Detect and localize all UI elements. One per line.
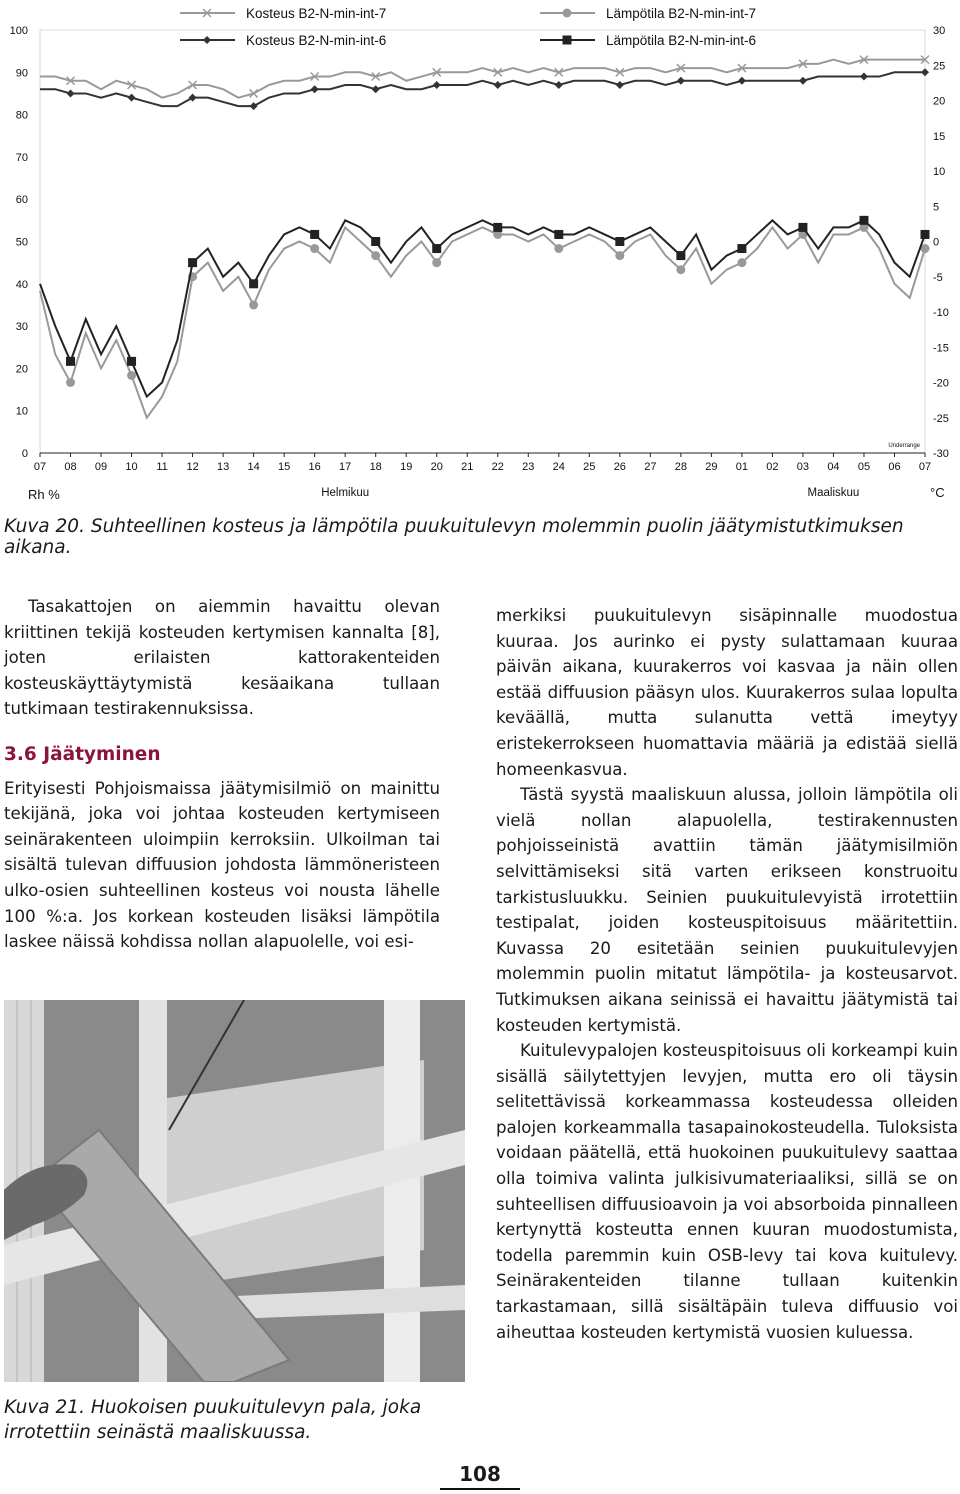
x-tick-label: 18 bbox=[369, 461, 382, 473]
diamond-marker bbox=[372, 85, 380, 93]
x-tick-label: 16 bbox=[308, 461, 321, 473]
circle-marker bbox=[432, 258, 441, 267]
y-right-tick-label: -5 bbox=[933, 271, 943, 284]
y-left-tick-label: 90 bbox=[15, 67, 28, 80]
y-right-unit: °C bbox=[930, 485, 945, 500]
x-tick-label: 26 bbox=[613, 461, 626, 473]
circle-marker bbox=[371, 251, 380, 260]
x-tick-label: 23 bbox=[522, 461, 535, 473]
circle-marker bbox=[737, 258, 746, 267]
x-tick-label: 07 bbox=[918, 461, 932, 473]
y-right-tick-label: -20 bbox=[933, 377, 949, 390]
x-tick-label: 07 bbox=[33, 461, 47, 473]
y-right-tick-label: 0 bbox=[933, 236, 940, 249]
square-marker bbox=[737, 244, 746, 253]
circle-marker bbox=[127, 371, 136, 380]
diamond-marker bbox=[128, 94, 136, 102]
diamond-marker bbox=[738, 77, 746, 85]
diamond-marker bbox=[616, 81, 624, 89]
section-heading bbox=[4, 742, 440, 768]
continuation-paragraph: merkiksi puukuitulevyn sisäpinnalle muodostua kuuraa. Jos aurinko ei pysty sulattamaan kuuraa päivän aikana, kuurakerros voi kasvaa ja näin ollen estää diffuusion pääsyn ulos. Kuurakerros sulaa lopulta keväällä, mutta sulanutta vettä imeytyy eristekerrokseen huomattavia määriä ja edistää siellä homeenkasvua. bbox=[496, 606, 958, 779]
x-tick-label: 03 bbox=[796, 461, 810, 473]
square-marker bbox=[188, 258, 197, 267]
circle-marker bbox=[66, 378, 75, 387]
page-number-rule bbox=[440, 1488, 520, 1490]
vertical-batten-2 bbox=[384, 1000, 420, 1382]
series-line bbox=[40, 227, 925, 417]
square-marker bbox=[921, 230, 930, 239]
x-tick-label: 19 bbox=[400, 461, 413, 473]
circle-marker bbox=[249, 300, 258, 309]
diamond-marker bbox=[67, 89, 75, 97]
series-line bbox=[40, 72, 925, 106]
results-paragraph: Tästä syystä maaliskuun alussa, jolloin lämpötila oli vielä nollan alapuolella, testirakennusten pohjoisseinistä avattiin tämän jäätymisilmiön selvittämiseksi sitä varten erikseen konstruoitu tarkistusluukku. Seinien puukuitulevyistä irrotettiin testipalat, joiden kosteuspitoisuus määritettiin. Kuvassa 20 esitetään seinien puukuitulevyjen molemmin puolin mitatut lämpötila- ja kosteusarvot. Tutkimuksen aikana seinissä ei havaittu jäätymistä tai kosteuden kertymistä. bbox=[496, 785, 958, 1035]
right-text-column bbox=[496, 603, 958, 1345]
series-group bbox=[40, 68, 929, 110]
square-marker bbox=[554, 230, 563, 239]
diamond-marker bbox=[311, 85, 319, 93]
square-marker bbox=[66, 357, 75, 366]
legend-label: Kosteus B2-N-min-int-6 bbox=[246, 33, 387, 48]
y-right-tick-label: -30 bbox=[933, 448, 949, 460]
chart-plot-frame bbox=[40, 30, 925, 453]
plot-frame bbox=[40, 30, 925, 453]
y-right-tick-label: 5 bbox=[933, 201, 940, 214]
square-marker bbox=[249, 279, 258, 288]
circle-marker bbox=[310, 244, 319, 253]
underrange-note: Underrange bbox=[888, 443, 920, 449]
circle-marker bbox=[615, 251, 624, 260]
x-tick-label: 12 bbox=[186, 461, 199, 473]
wood-fibre-board-photo bbox=[4, 1000, 465, 1382]
square-marker bbox=[493, 223, 502, 232]
y-left-tick-label: 30 bbox=[15, 321, 28, 334]
page-number: 108 bbox=[459, 1462, 501, 1486]
legend-item bbox=[180, 33, 386, 48]
chart-legend bbox=[180, 6, 756, 48]
series-group bbox=[40, 223, 930, 418]
month-label: Maaliskuu bbox=[807, 487, 860, 499]
diamond-marker bbox=[494, 81, 502, 89]
figure-caption-21: Kuva 21. Huokoisen puukuitulevyn pala, joka irrotettiin seinästä maaliskuussa. bbox=[4, 1397, 422, 1443]
y-left-tick-label: 0 bbox=[21, 448, 28, 460]
y-left-tick-label: 70 bbox=[15, 151, 28, 164]
diamond-marker bbox=[860, 73, 868, 81]
diamond-marker bbox=[555, 81, 563, 89]
section-paragraph: Erityisesti Pohjoismaissa jäätymisilmiö on mainittu tekijänä, joka voi johtaa kosteuden kertymiseen seinärakenteen uloimpiin kerroksiin. Ulkoilman tai sisältä tulevan diffuusion johdosta lämmöneristeen ulko-osien suhteellinen kosteus voi nousta lähelle 100 %:a. Jos korkean kosteuden lisäksi lämpötila laskee näissä kohdissa nollan alapuolelle, voi esi- bbox=[4, 778, 440, 952]
section-title: Jäätyminen bbox=[43, 743, 161, 765]
diamond-marker bbox=[250, 102, 258, 110]
x-tick-label: 05 bbox=[857, 461, 871, 473]
legend-label: Kosteus B2-N-min-int-7 bbox=[246, 6, 387, 21]
x-tick-label: 10 bbox=[125, 461, 138, 473]
month-label: Helmikuu bbox=[321, 487, 370, 499]
x-tick-label: 15 bbox=[278, 461, 291, 473]
circle-marker bbox=[563, 9, 572, 18]
figure-caption-20: Kuva 20. Suhteellinen kosteus ja lämpötila puukuitulevyn molemmin puolin jäätymistutkimuksen aikana. bbox=[4, 516, 904, 558]
humidity-temperature-chart bbox=[0, 0, 960, 505]
x-tick-label: 20 bbox=[430, 461, 443, 473]
y-right-tick-label: 20 bbox=[933, 95, 946, 108]
legend-item bbox=[540, 33, 756, 48]
chart-series-layer bbox=[40, 56, 930, 418]
x-tick-label: 29 bbox=[705, 461, 718, 473]
x-tick-label: 17 bbox=[339, 461, 352, 473]
y-left-tick-label: 80 bbox=[15, 109, 28, 122]
diamond-marker bbox=[203, 36, 211, 44]
y-right-tick-label: 10 bbox=[933, 166, 946, 178]
y-right-tick-label: -10 bbox=[933, 307, 949, 319]
diamond-marker bbox=[677, 77, 685, 85]
x-tick-label: 11 bbox=[156, 461, 168, 473]
intro-paragraph: Tasakattojen on aiemmin havaittu olevan kriittinen tekijä kosteuden kertymisen kannalta [8], joten erilaisten kattorakenteiden kosteuskäyttäytymistä kesäaikana tullaan tutkimaan testirakennuksissa. bbox=[4, 597, 440, 719]
legend-item bbox=[180, 6, 386, 21]
square-marker bbox=[676, 251, 685, 260]
x-tick-label: 14 bbox=[247, 461, 260, 473]
y-left-tick-label: 40 bbox=[15, 278, 28, 291]
y-left-tick-label: 10 bbox=[15, 405, 28, 418]
y-right-tick-label: -25 bbox=[933, 412, 949, 425]
x-tick-label: 25 bbox=[583, 461, 596, 473]
x-tick-label: 13 bbox=[216, 461, 230, 473]
conclusion-paragraph: Kuitulevypalojen kosteuspitoisuus oli korkeampi kuin sisällä säilytettyjen levyjen, mutta ero oli täysin selitettävissä korkeammassa kosteudessa olleiden palojen korkeammalla tasapainokosteudella. Tuloksista voidaan päätellä, että huokoinen puukuitulevy saattaa olla toimiva valinta julkisivumateriaaliksi, sillä se on suhteellisen diffuusioavoin ja voi absorboida pinnalleen kertynyttä kosteutta ennen kuuran muodostumista, todella paremmin kuin OSB-levy tai kova kuitulevy. Seinärakenteiden tilanne tullaan kuitenkin tarkastamaan, sillä sisältäpäin tuleva diffuusio voi aiheuttaa kosteuden kertymistä vuosien kuluessa. bbox=[496, 1041, 958, 1342]
x-tick-label: 21 bbox=[461, 461, 474, 473]
diamond-marker bbox=[921, 68, 929, 76]
square-marker bbox=[127, 357, 136, 366]
x-tick-label: 27 bbox=[644, 461, 657, 473]
square-marker bbox=[432, 244, 441, 253]
circle-marker bbox=[554, 244, 563, 253]
square-marker bbox=[859, 216, 868, 225]
y-left-unit: Rh % bbox=[28, 487, 60, 502]
x-tick-label: 22 bbox=[491, 461, 504, 473]
y-right-tick-label: -15 bbox=[933, 342, 949, 355]
legend-label: Lämpötila B2-N-min-int-7 bbox=[606, 6, 757, 21]
square-marker bbox=[310, 230, 319, 239]
y-left-tick-label: 60 bbox=[15, 194, 28, 207]
circle-marker bbox=[676, 265, 685, 274]
series-group bbox=[40, 56, 929, 98]
legend-item bbox=[540, 6, 756, 21]
x-tick-label: 28 bbox=[674, 461, 687, 473]
y-left-tick-label: 50 bbox=[15, 236, 28, 249]
square-marker bbox=[615, 237, 624, 246]
x-tick-label: 06 bbox=[888, 461, 901, 473]
square-marker bbox=[563, 36, 572, 45]
legend-label: Lämpötila B2-N-min-int-6 bbox=[606, 33, 757, 48]
square-marker bbox=[798, 223, 807, 232]
y-right-tick-label: 15 bbox=[933, 130, 946, 143]
chart-axes-layer bbox=[10, 25, 949, 502]
diamond-marker bbox=[799, 77, 807, 85]
y-right-tick-label: 25 bbox=[933, 60, 946, 73]
x-tick-label: 04 bbox=[827, 461, 840, 473]
x-tick-label: 02 bbox=[766, 461, 779, 473]
diamond-marker bbox=[433, 81, 441, 89]
section-number: 3.6 bbox=[4, 743, 37, 765]
x-tick-label: 01 bbox=[735, 461, 749, 473]
x-tick-label: 08 bbox=[64, 461, 77, 473]
series-line bbox=[40, 60, 925, 98]
y-left-tick-label: 100 bbox=[9, 25, 28, 37]
square-marker bbox=[371, 237, 380, 246]
x-tick-label: 09 bbox=[94, 461, 108, 473]
y-right-tick-label: 30 bbox=[933, 25, 946, 37]
x-tick-label: 24 bbox=[552, 461, 565, 473]
left-text-column bbox=[4, 594, 440, 955]
y-left-tick-label: 20 bbox=[15, 363, 28, 376]
diamond-marker bbox=[189, 94, 197, 102]
